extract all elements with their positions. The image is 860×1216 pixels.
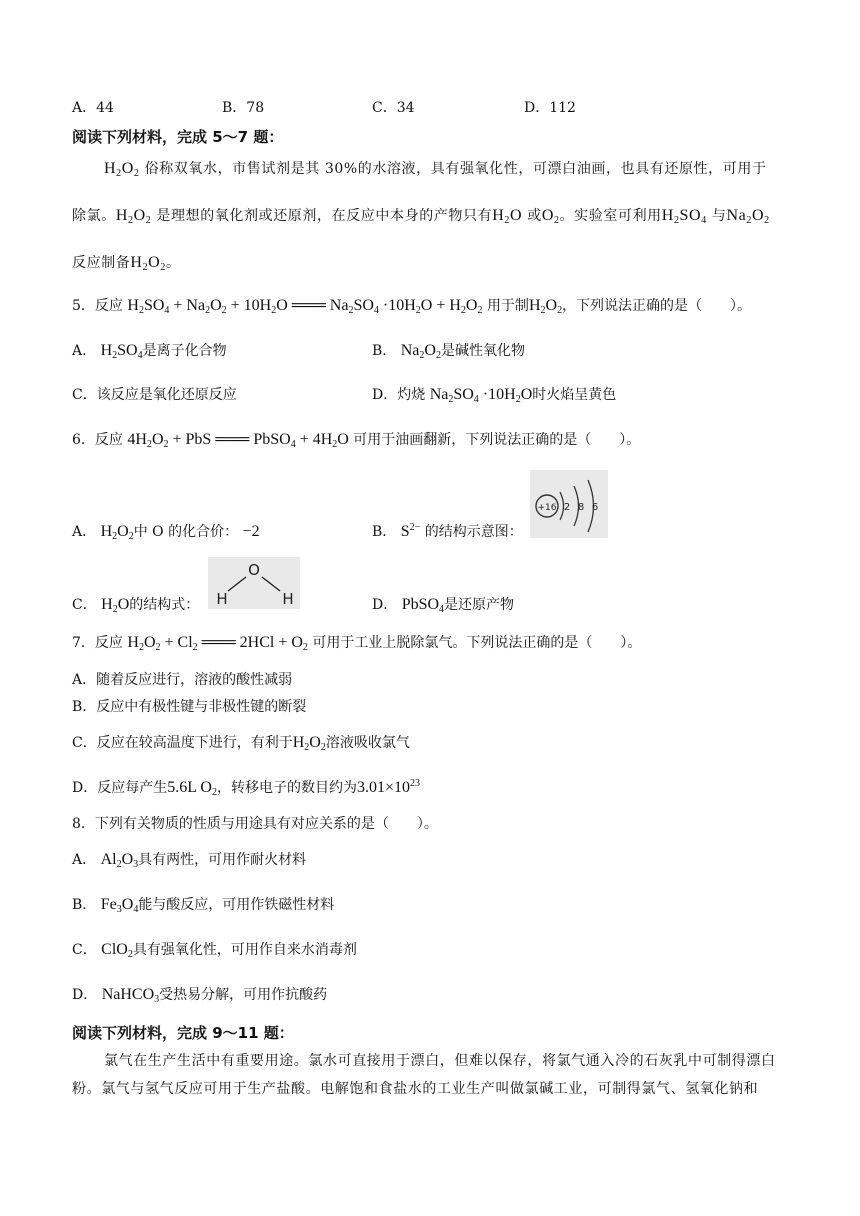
question-7-stem: 7．反应 $H_2O_2 + Cl_2$ ═══ $2HCl + O_2$ 可用于工业上脱除氯气。下列说法正确的是（ ）。 <box>72 634 642 653</box>
q4-option-b: B．78 <box>222 100 265 116</box>
oxygen-label: O <box>248 561 260 579</box>
question-7-option-c: C．反应在较高温度下进行，有利于$H_2O_2$溶液吸收氯气 <box>72 734 410 753</box>
question-7-option-b: B．反应中有极性键与非极性键的断裂 <box>72 699 307 715</box>
water-structure-image <box>208 557 300 609</box>
question-5-option-c: C．该反应是氧化还原反应 <box>72 387 237 403</box>
shell-1-label: 2 <box>563 502 571 513</box>
question-8-option-d: D． NaHCO$_3$受热易分解，可用作抗酸药 <box>72 986 328 1005</box>
hydrogen-left-label: H <box>216 590 228 608</box>
shell-3-label: 6 <box>591 502 599 513</box>
shell-2-label: 8 <box>577 502 585 513</box>
question-6-option-b: B． $S^{2-}$ 的结构示意图： <box>372 522 523 540</box>
sulfide-structure-image <box>530 470 608 538</box>
question-8-option-b: B． $Fe_3O_4$能与酸反应，可用作铁磁性材料 <box>72 896 335 915</box>
material-line-1: $H_2O_2$ 俗称双氧水，市售试剂是其 30%的水溶液，具有强氧化性，可漂白油画，也具有还原性，可用于 <box>104 160 767 179</box>
question-5-option-d: D．灼烧 $Na_2SO_4 \cdot 10H_2O$时火焰呈黄色 <box>372 386 617 405</box>
section-heading-5-7: 阅读下列材料，完成 5～7 题： <box>72 128 284 146</box>
question-6-stem: 6．反应 $4H_2O_2$ + PbS ═══ PbSO$_4$ + $4H_2O$ 可用于油画翻新，下列说法正确的是（ ）。 <box>72 431 641 450</box>
q4-option-c: C．34 <box>372 100 415 116</box>
hydrogen-right-label: H <box>282 590 294 608</box>
material-line-2: 除氯。$H_2O_2$ 是理想的氧化剂或还原剂，在反应中本身的产物只有$H_2O$ 或$O_2$。实验室可利用$H_2SO_4$ 与$Na_2O_2$ <box>72 207 770 226</box>
material-line-3: 反应制备$H_2O_2$。 <box>72 254 181 273</box>
atom-diagram-icon <box>530 470 608 538</box>
question-5-option-b: B． $Na_2O_2$是碱性氧化物 <box>372 342 525 361</box>
question-7-option-d: D．反应每产生5.6L $O_2$，转移电子的数目约为$3.01\times 10^{23}$ <box>72 778 420 798</box>
material-2-line-1: 氯气在生产生活中有重要用途。氯水可直接用于漂白，但难以保存，将氯气通入冷的石灰乳中可制得漂白 <box>104 1053 776 1069</box>
question-6-option-a: A． $H_2O_2$中 O 的化合价： −2 <box>72 523 260 542</box>
material-2-line-2: 粉。氯气与氢气反应可用于生产盐酸。电解饱和食盐水的工业生产叫做氯碱工业，可制得氯气、氢氧化钠和 <box>72 1081 759 1097</box>
question-8-option-c: C． ClO$_2$具有强氧化性，可用作自来水消毒剂 <box>72 941 357 960</box>
question-5-option-a: A． $H_2SO_4$是离子化合物 <box>72 342 227 361</box>
q4-option-a: A．44 <box>72 100 114 116</box>
water-structure-icon <box>208 557 300 609</box>
question-6-option-d: D． PbSO$_4$是还原产物 <box>372 596 515 615</box>
question-8-option-a: A． $Al_2O_3$具有两性，可用作耐火材料 <box>72 851 307 870</box>
section-heading-9-11: 阅读下列材料，完成 9～11 题： <box>72 1024 294 1042</box>
question-7-option-a: A．随着反应进行，溶液的酸性减弱 <box>72 672 293 688</box>
question-6-option-c: C． $H_2O$的结构式： <box>72 596 200 615</box>
question-5-stem: 5．反应 $H_2SO_4 + Na_2O_2 + 10H_2O$ ═══ $Na_2SO_4 \cdot 10H_2O + H_2O_2$ 用于制$H_2O_2$，下列说法正确的是（ ）。 <box>72 297 752 316</box>
question-8-stem: 8．下列有关物质的性质与用途具有对应关系的是（ ）。 <box>72 816 438 832</box>
atom-nucleus-label: +16 <box>537 503 557 513</box>
q4-option-d: D．112 <box>524 100 576 116</box>
